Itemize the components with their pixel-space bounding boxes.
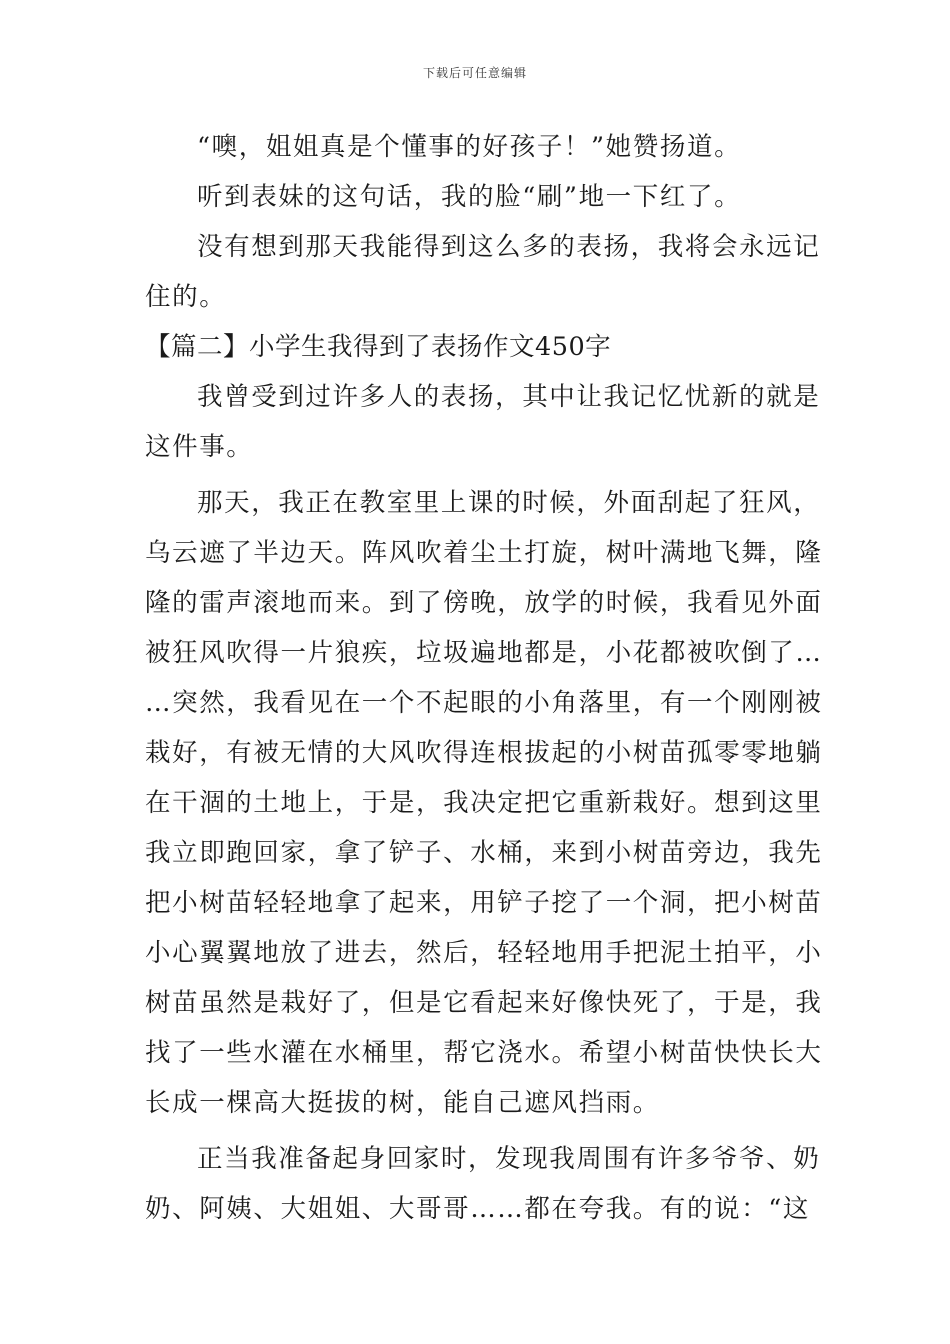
- text-line: “噢，姐姐真是个懂事的好孩子！”她赞扬道。: [197, 132, 742, 162]
- text-line: 我立即跑回家，拿了铲子、水桶，来到小树苗旁边，我先: [145, 838, 823, 868]
- text-line: 住的。: [145, 282, 227, 312]
- text-line: 小心翼翼地放了进去，然后，轻轻地用手把泥土拍平，小: [145, 938, 823, 968]
- paragraph-story: [145, 478, 823, 1128]
- text-line: 奶、阿姨、大姐姐、大哥哥……都在夸我。有的说：“这: [145, 1194, 811, 1224]
- text-line: 栽好，有被无情的大风吹得连根拔起的小树苗孤零零地躺: [145, 738, 823, 768]
- text-line: 在干涸的土地上，于是，我决定把它重新栽好。想到这里: [145, 788, 823, 818]
- page-header-note: 下载后可任意编辑: [422, 66, 527, 80]
- paragraph-intro: [145, 372, 821, 472]
- paragraph-remember: [145, 222, 821, 322]
- document-body: [145, 122, 823, 1234]
- text-line: 听到表妹的这句话，我的脸“刷”地一下红了。: [197, 182, 742, 212]
- text-line: 把小树苗轻轻地拿了起来，用铲子挖了一个洞，把小树苗: [145, 888, 823, 918]
- paragraph-praised: [145, 1134, 821, 1234]
- paragraph-praise-quote: [145, 122, 810, 172]
- section-title: 【篇二】小学生我得到了表扬作文450字: [145, 332, 612, 362]
- paragraph-blush: [145, 172, 810, 222]
- text-line: 乌云遮了半边天。阵风吹着尘土打旋，树叶满地飞舞，隆: [145, 538, 823, 568]
- text-line: 那天，我正在教室里上课的时候，外面刮起了狂风，: [197, 488, 821, 518]
- text-line: 我曾受到过许多人的表扬，其中让我记忆忧新的就是: [197, 382, 821, 412]
- text-line: 长成一棵高大挺拔的树，能自己遮风挡雨。: [145, 1088, 660, 1118]
- text-line: 隆的雷声滚地而来。到了傍晚，放学的时候，我看见外面: [145, 588, 823, 618]
- text-line: 树苗虽然是栽好了，但是它看起来好像快死了，于是，我: [145, 988, 823, 1018]
- text-line: 正当我准备起身回家时，发现我周围有许多爷爷、奶: [197, 1144, 821, 1174]
- text-line: 找了一些水灌在水桶里，帮它浇水。希望小树苗快快长大: [145, 1038, 823, 1068]
- text-line: 这件事。: [145, 432, 254, 462]
- text-line: …突然，我看见在一个不起眼的小角落里，有一个刚刚被: [145, 688, 823, 718]
- section-heading: [145, 322, 810, 372]
- text-line: 没有想到那天我能得到这么多的表扬，我将会永远记: [197, 232, 821, 262]
- text-line: 被狂风吹得一片狼疾，垃圾遍地都是，小花都被吹倒了…: [145, 638, 823, 668]
